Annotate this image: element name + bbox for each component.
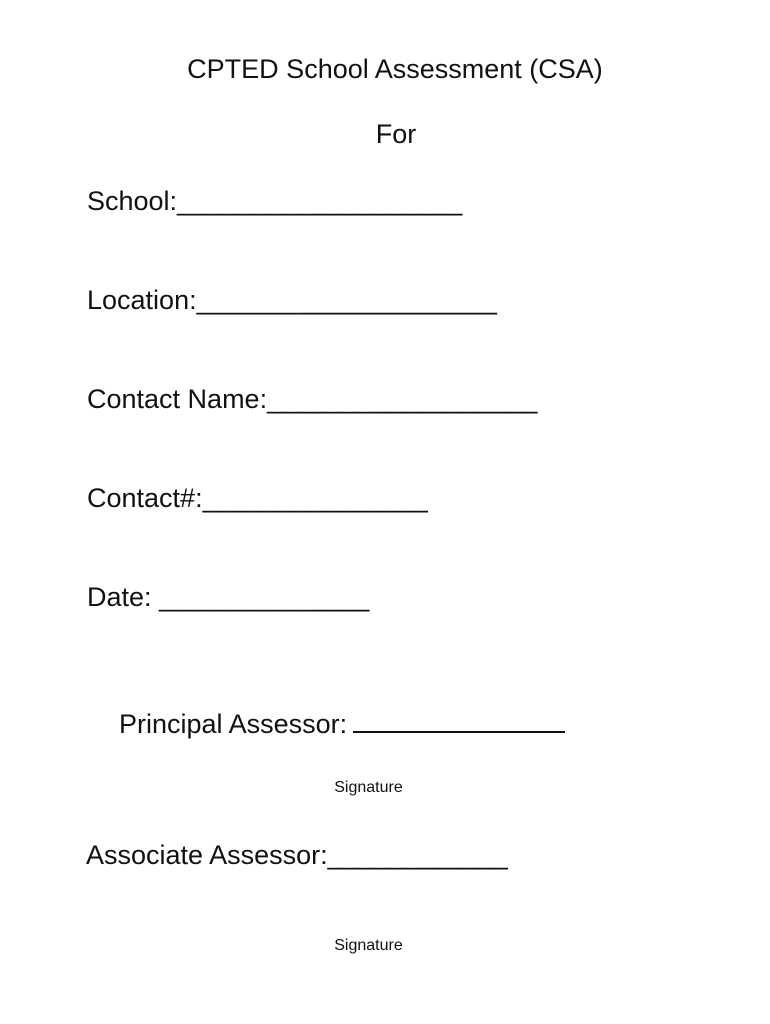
location-field[interactable]: Location:____________________ (87, 285, 497, 315)
associate-assessor-field[interactable]: Associate Assessor:____________ (86, 840, 508, 870)
date-field[interactable]: Date: ______________ (87, 582, 370, 612)
principal-assessor-signature-line[interactable] (353, 709, 565, 733)
principal-assessor-label: Principal Assessor: (119, 709, 348, 739)
contact-name-field[interactable]: Contact Name:__________________ (87, 384, 538, 414)
for-label: For (375, 119, 417, 149)
document-title: CPTED School Assessment (CSA) (187, 54, 603, 84)
school-field[interactable]: School:___________________ (87, 186, 463, 216)
signature-label-principal: Signature (334, 779, 403, 796)
principal-assessor-row (89, 682, 565, 765)
contact-number-field[interactable]: Contact#:_______________ (87, 483, 428, 513)
signature-label-associate: Signature (334, 937, 403, 954)
